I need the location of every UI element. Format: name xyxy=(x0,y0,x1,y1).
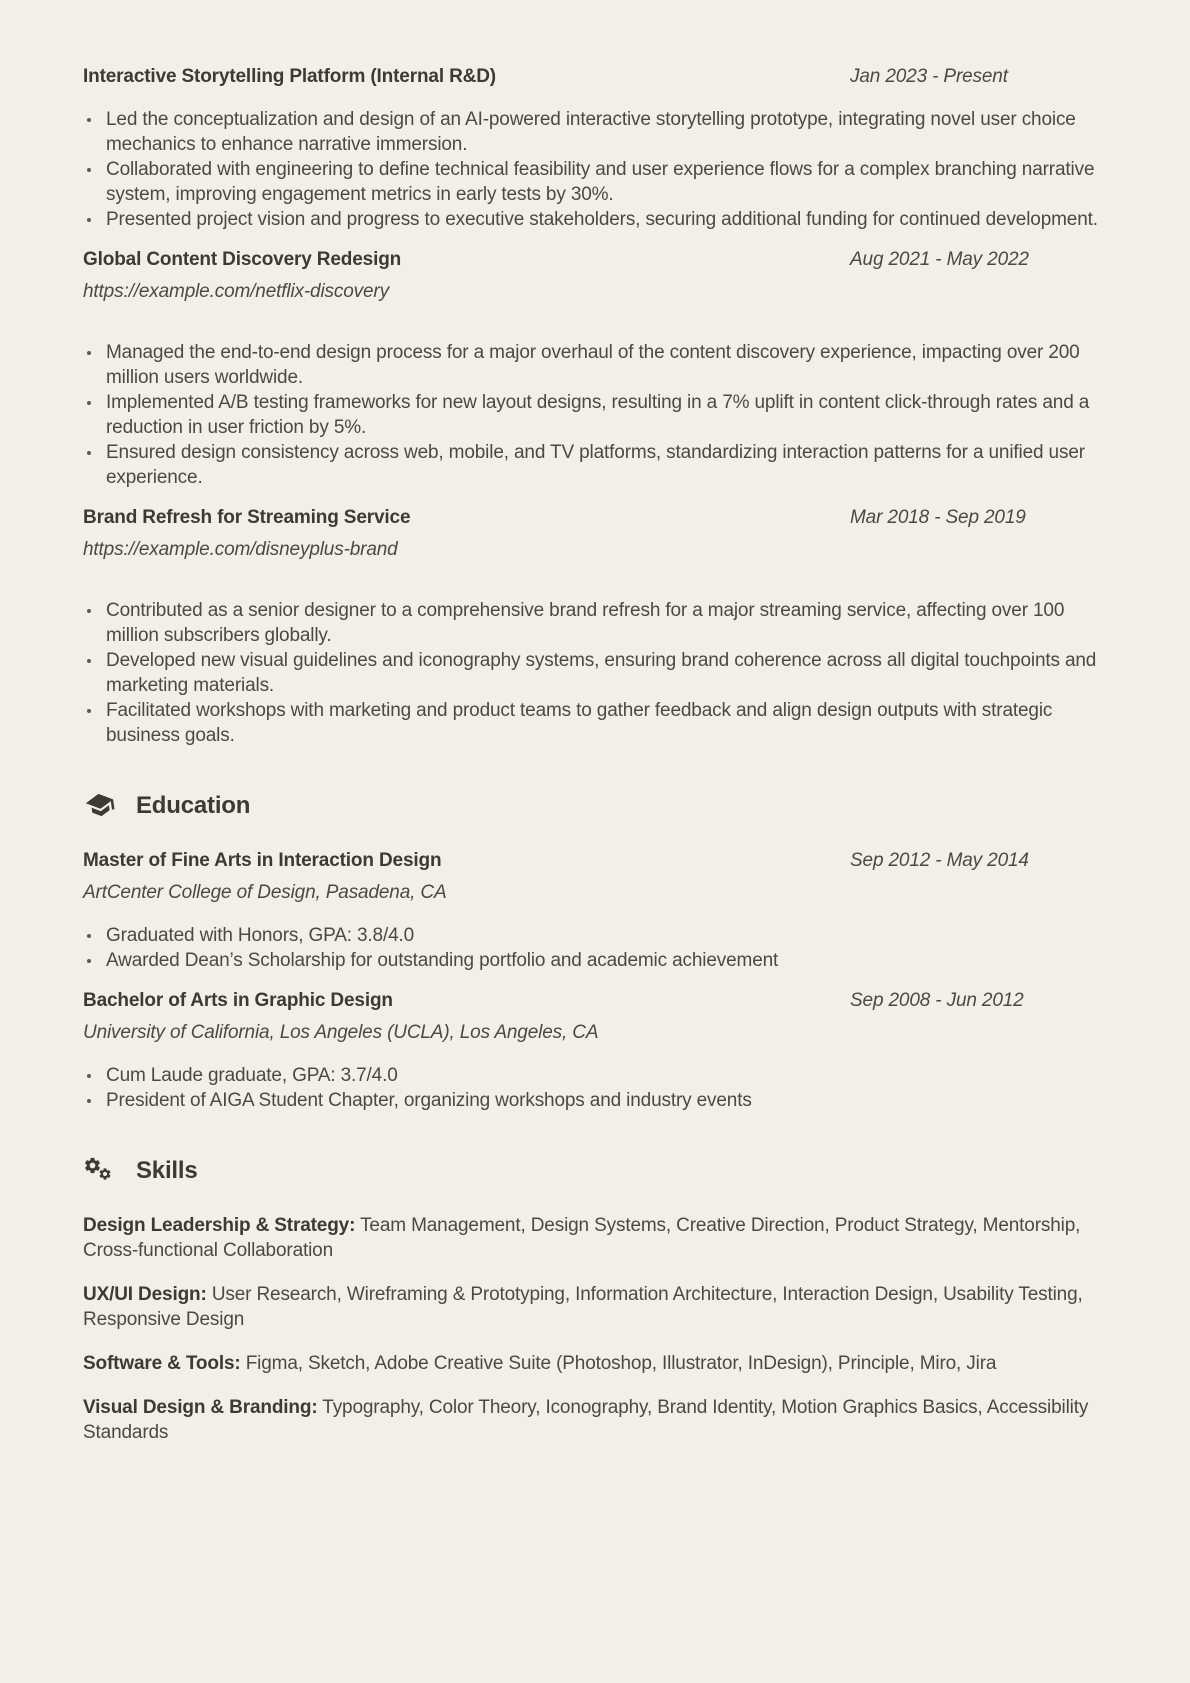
entry-bullet-list xyxy=(83,598,1108,748)
skill-category-items: Figma, Sketch, Adobe Creative Suite (Photoshop, Illustrator, InDesign), Principle, Miro, Jira xyxy=(245,1353,997,1374)
section-heading-skills xyxy=(83,1155,1108,1185)
bullet-item: Facilitated workshops with marketing and product teams to gather feedback and align design outputs with strategic business goals. xyxy=(83,698,1108,748)
skill-category-label: Design Leadership & Strategy: xyxy=(83,1215,356,1236)
institution-name: ArtCenter College of Design, Pasadena, CA xyxy=(83,882,447,903)
project-url-link[interactable]: https://example.com/netflix-discovery xyxy=(83,281,389,302)
section-title: Education xyxy=(136,791,251,819)
section-heading-education xyxy=(83,790,1108,820)
skill-category-items: Team Management, Design Systems, Creative Direction, Product Strategy, Mentorship, Cross-functional Collaboration xyxy=(83,1215,1081,1261)
education-entry xyxy=(83,988,1108,1113)
entry-header xyxy=(83,505,1108,530)
bullet-item: Developed new visual guidelines and iconography systems, ensuring brand coherence across all digital touchpoints and marketing materials. xyxy=(83,648,1108,698)
entry-title: Global Content Discovery Redesign xyxy=(83,249,402,270)
bullet-item: Graduated with Honors, GPA: 3.8/4.0 xyxy=(83,923,1108,948)
bullet-item: President of AIGA Student Chapter, organizing workshops and industry events xyxy=(83,1088,1108,1113)
bullet-item: Implemented A/B testing frameworks for new layout designs, resulting in a 7% uplift in content click-through rates and a reduction in user friction by 5%. xyxy=(83,390,1108,440)
skill-category-items: User Research, Wireframing & Prototyping, Information Architecture, Interaction Design, Usability Testing, Responsive Design xyxy=(83,1284,1083,1330)
entry-dates: Sep 2008 - Jun 2012 xyxy=(850,990,1024,1011)
institution-name: University of California, Los Angeles (UCLA), Los Angeles, CA xyxy=(83,1022,599,1043)
bullet-item: Led the conceptualization and design of an AI-powered interactive storytelling prototype, integrating novel user choice mechanics to enhance narrative immersion. xyxy=(83,107,1108,157)
skill-category xyxy=(83,1351,1108,1376)
experience-entry xyxy=(83,64,1108,232)
skill-category-label: Visual Design & Branding: xyxy=(83,1397,318,1418)
entry-header xyxy=(83,988,1108,1013)
entry-title: Brand Refresh for Streaming Service xyxy=(83,507,411,528)
bullet-item: Cum Laude graduate, GPA: 3.7/4.0 xyxy=(83,1063,1108,1088)
degree-title: Bachelor of Arts in Graphic Design xyxy=(83,990,393,1011)
degree-title: Master of Fine Arts in Interaction Design xyxy=(83,850,442,871)
bullet-item: Collaborated with engineering to define technical feasibility and user experience flows for a complex branching narrative system, improving engagement metrics in early tests by 30%. xyxy=(83,157,1108,207)
entry-dates: Sep 2012 - May 2014 xyxy=(850,850,1029,871)
entry-dates: Jan 2023 - Present xyxy=(850,66,1008,87)
experience-entry xyxy=(83,505,1108,748)
skill-category xyxy=(83,1395,1108,1445)
bullet-item: Contributed as a senior designer to a comprehensive brand refresh for a major streaming service, affecting over 100 million subscribers globally. xyxy=(83,598,1108,648)
entry-title: Interactive Storytelling Platform (Internal R&D) xyxy=(83,66,496,87)
skill-category-items: Typography, Color Theory, Iconography, Brand Identity, Motion Graphics Basics, Accessibility Standards xyxy=(83,1397,1089,1443)
skill-category xyxy=(83,1213,1108,1263)
entry-bullet-list xyxy=(83,923,1108,973)
project-url-link[interactable]: https://example.com/disneyplus-brand xyxy=(83,539,398,560)
entry-bullet-list xyxy=(83,340,1108,490)
entry-header xyxy=(83,64,1108,89)
entry-dates: Mar 2018 - Sep 2019 xyxy=(850,507,1026,528)
entry-dates: Aug 2021 - May 2022 xyxy=(850,249,1029,270)
experience-entry xyxy=(83,247,1108,490)
skill-category xyxy=(83,1282,1108,1332)
entry-bullet-list xyxy=(83,107,1108,232)
entry-bullet-list xyxy=(83,1063,1108,1113)
entry-header xyxy=(83,247,1108,272)
gears-icon xyxy=(83,1155,117,1185)
skill-category-label: UX/UI Design: xyxy=(83,1284,207,1305)
graduation-cap-icon xyxy=(83,790,117,820)
section-title: Skills xyxy=(136,1156,198,1184)
skill-category-label: Software & Tools: xyxy=(83,1353,241,1374)
bullet-item: Managed the end-to-end design process for a major overhaul of the content discovery experience, impacting over 200 million users worldwide. xyxy=(83,340,1108,390)
education-entry xyxy=(83,848,1108,973)
entry-header xyxy=(83,848,1108,873)
bullet-item: Presented project vision and progress to executive stakeholders, securing additional funding for continued development. xyxy=(83,207,1108,232)
bullet-item: Awarded Dean’s Scholarship for outstanding portfolio and academic achievement xyxy=(83,948,1108,973)
bullet-item: Ensured design consistency across web, mobile, and TV platforms, standardizing interaction patterns for a unified user experience. xyxy=(83,440,1108,490)
